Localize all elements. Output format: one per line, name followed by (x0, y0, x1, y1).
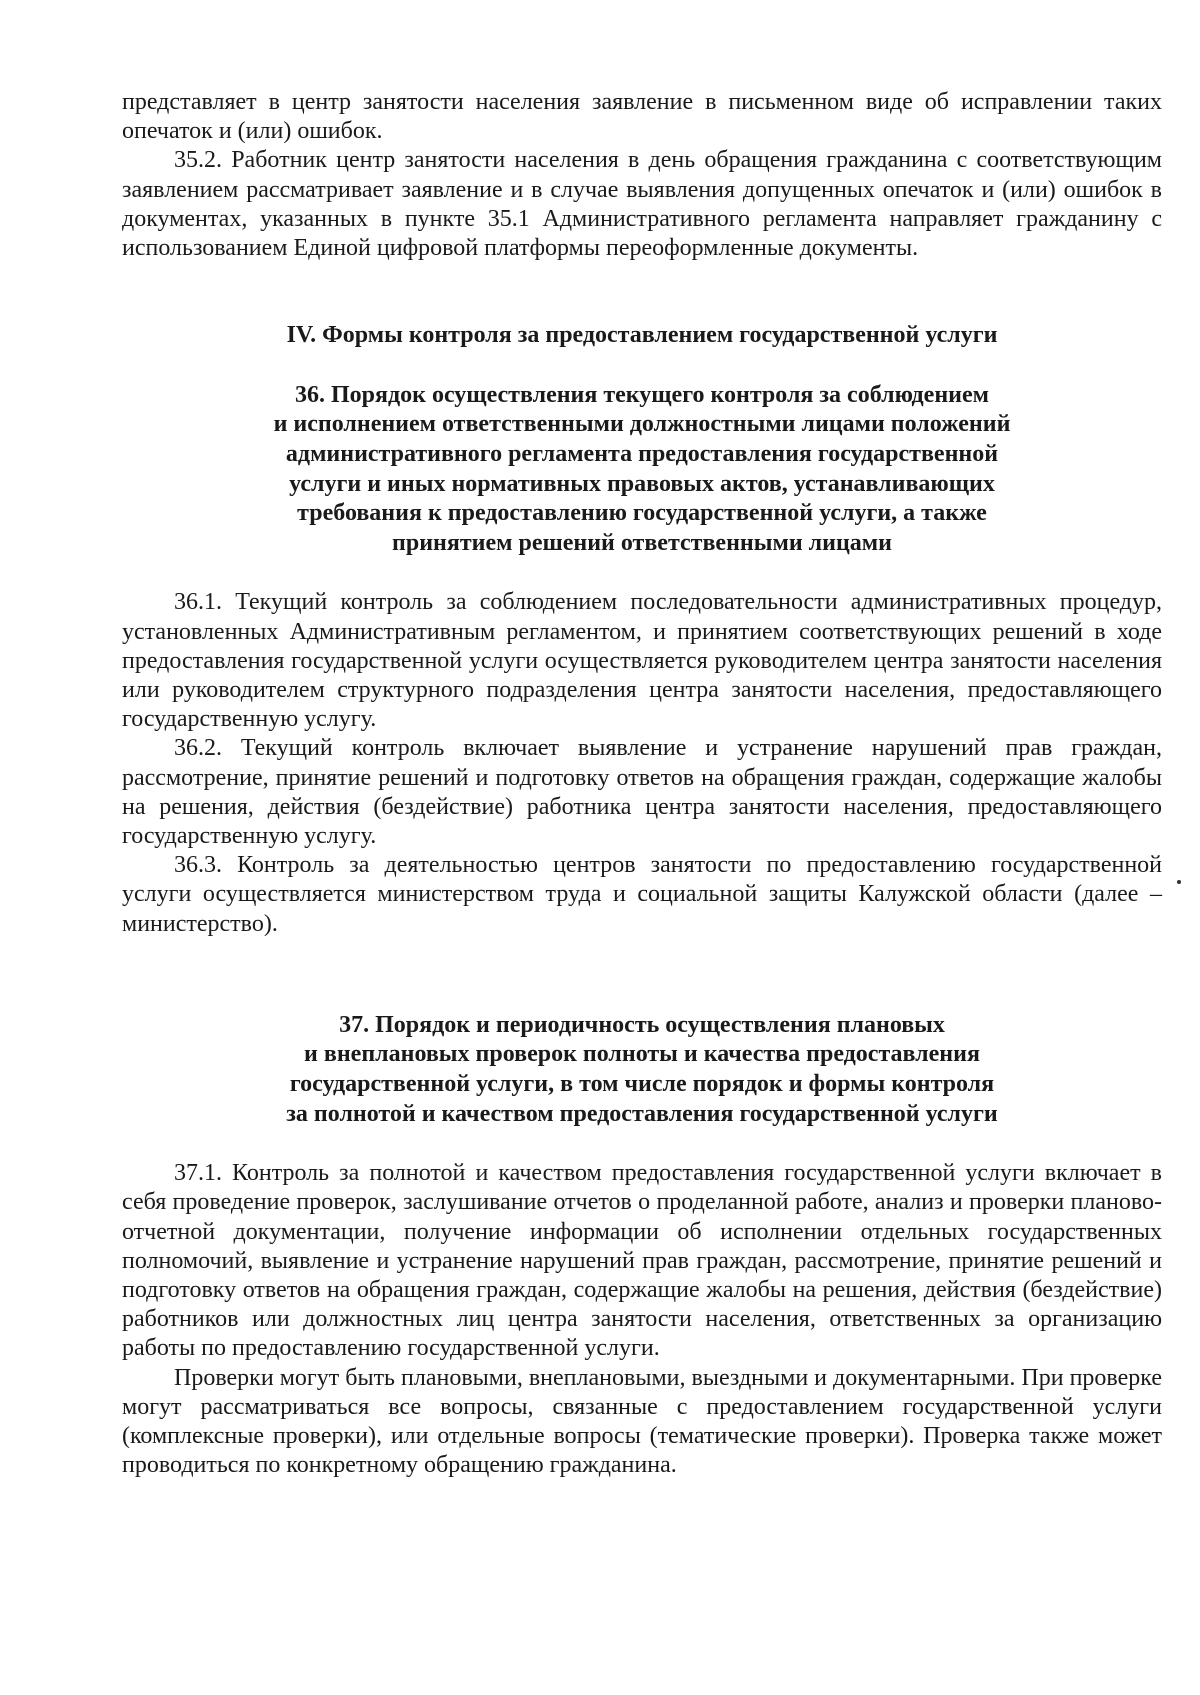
scan-speck (1177, 880, 1181, 884)
heading-line: принятием решений ответственными лицами (392, 529, 892, 556)
heading-line: административного регламента предоставления государственной (285, 441, 999, 467)
heading-line: услуги и иных нормативных правовых актов, устанавливающих (289, 470, 995, 497)
heading-line: и исполнением ответственными должностными лицами положений (273, 411, 1011, 438)
subsection-heading-37 (122, 1011, 1162, 1129)
paragraph-35-2: 35.2. Работник центр занятости населения в день обращения гражданина с соответствующим заявлением рассматривает заявление и в случае выявления допущенных опечаток и (или) ошибок в документах, указанных в пункте 35.1 Административного регламента направляет гражданину с использованием Единой цифровой платформы переоформленные документы. (122, 147, 1162, 262)
heading-line: требования к предоставлению государственной услуги, а также (297, 500, 987, 527)
document-page (122, 88, 1162, 1480)
section-heading-iv: IV. Формы контроля за предоставлением государственной услуги (286, 322, 998, 349)
paragraph-36-2: 36.2. Текущий контроль включает выявление и устранение нарушений прав граждан, рассмотрение, принятие решений и подготовку ответов на обращения граждан, содержащие жалобы на решения, действия (бездействие) работника центра занятости населения, предоставляющего государственную услугу. (122, 735, 1162, 849)
subsection-heading-36 (122, 381, 1162, 559)
heading-line: 36. Порядок осуществления текущего контроля за соблюдением (295, 381, 989, 408)
heading-line: за полнотой и качеством предоставления государственной услуги (286, 1100, 998, 1127)
heading-line: 37. Порядок и периодичность осуществления плановых (339, 1011, 945, 1038)
paragraph-36-1: 36.1. Текущий контроль за соблюдением последовательности административных процедур, установленных Административным регламентом, и принятием соответствующих решений в ходе предоставления государственной услуги осуществляется руководителем центра занятости населения или руководителем структурного подразделения центра занятости населения, предоставляющего государственную услугу. (122, 589, 1162, 733)
heading-line: и внеплановых проверок полноты и качества предоставления (304, 1041, 980, 1068)
paragraph-36-3: 36.3. Контроль за деятельностью центров занятости по предоставлению государственной услуги осуществляется министерством труда и социальной защиты Калужской области (далее – министерство). (122, 852, 1162, 937)
paragraph-inspections: Проверки могут быть плановыми, внеплановыми, выездными и документарными. При проверке могут рассматриваться все вопросы, связанные с предоставлением государственной услуги (комплексные проверки), или отдельные вопросы (тематические проверки). Проверка также может проводиться по конкретному обращению гражданина. (122, 1364, 1162, 1479)
heading-line: государственной услуги, в том числе порядок и формы контроля (289, 1071, 995, 1097)
paragraph-37-1: 37.1. Контроль за полнотой и качеством предоставления государственной услуги включает в себя проведение проверок, заслушивание отчетов о проделанной работе, анализ и проверки планово-отчетной документации, получение информации об исполнении отдельных государственных полномочий, выявление и устранение нарушений прав граждан, рассмотрение, принятие решений и подготовку ответов на обращения граждан, содержащие жалобы на решения, действия (бездействие) работников или должностных лиц центра занятости населения, ответственных за организацию работы по предоставлению государственной услуги. (122, 1160, 1162, 1362)
intro-paragraph-continuation: представляет в центр занятости населения заявление в письменном виде об исправлении таких опечаток и (или) ошибок. (122, 89, 1162, 145)
